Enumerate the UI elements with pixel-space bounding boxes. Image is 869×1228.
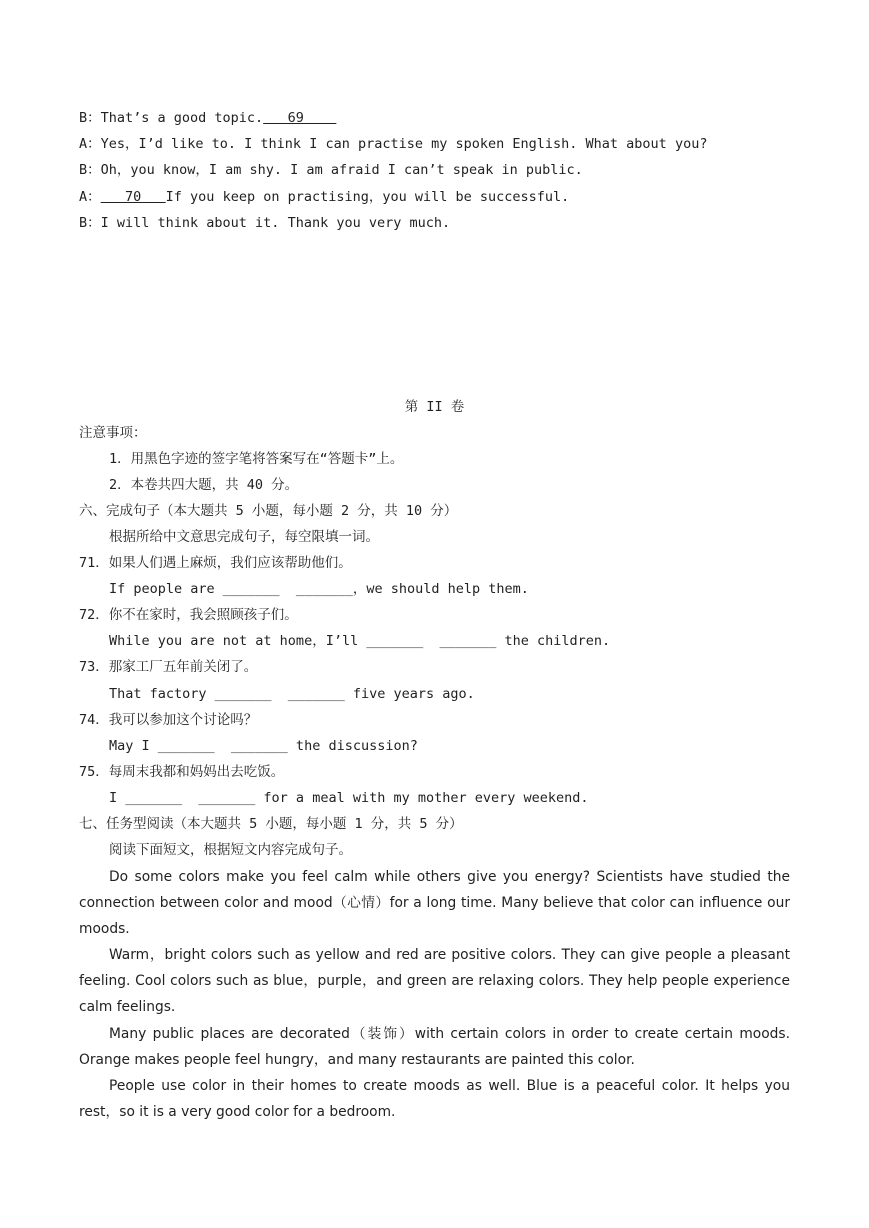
part6-instruction: 根据所给中文意思完成句子，每空限填一词。: [109, 529, 379, 545]
question-prompt-73: 73．那家工厂五年前关闭了。: [79, 659, 258, 675]
dialogue-line: [79, 135, 707, 153]
reading-paragraph: Do some colors make you feel calm while others give you energy? Scientists have studied the connection between color and mood（心情）for a long time. Many believe that color can influence our moods.: [79, 869, 790, 937]
answer-blank-70: 70: [100, 189, 166, 205]
question-prompt-71: 71．如果人们遇上麻烦，我们应该帮助他们。: [79, 555, 352, 571]
notice-heading: 注意事项：: [79, 425, 147, 441]
question-prompt-75: 75．每周末我都和妈妈出去吃饭。: [79, 764, 285, 780]
dialogue-text: B：I will think about it. Thank you very much.: [79, 215, 451, 231]
notice-item: 1．用黑色字迹的签字笔将答案写在“答题卡”上。: [109, 451, 404, 467]
dialogue-text: B：That’s a good topic.: [79, 110, 264, 126]
dialogue-line: [79, 161, 583, 179]
question-sentence-75: I _______ _______ for a meal with my mother every weekend.: [109, 790, 589, 806]
question-prompt-72: 72．你不在家时，我会照顾孩子们。: [79, 607, 298, 623]
notice-item: 2．本卷共四大题，共 40 分。: [109, 477, 299, 493]
question-sentence-73: That factory _______ _______ five years ago.: [109, 686, 475, 702]
question-sentence-74: May I _______ _______ the discussion?: [109, 738, 418, 754]
dialogue-text: If you keep on practising，you will be successful.: [165, 189, 570, 205]
dialogue-text: B：Oh，you know，I am shy. I am afraid I can’t speak in public.: [79, 162, 583, 178]
dialogue-text: A：: [79, 189, 101, 205]
part7-instruction: 阅读下面短文，根据短文内容完成句子。: [109, 842, 352, 858]
reading-paragraph: People use color in their homes to create moods as well. Blue is a peaceful color. It helps you rest，so it is a very good color for a bedroom.: [79, 1078, 790, 1120]
dialogue-line: [79, 214, 450, 232]
dialogue-text: A：Yes，I’d like to. I think I can practise my spoken English. What about you?: [79, 136, 708, 152]
question-prompt-74: 74．我可以参加这个讨论吗？: [79, 712, 258, 728]
question-sentence-72: While you are not at home，I’ll _______ _______ the children.: [109, 633, 611, 649]
dialogue-line: [79, 109, 336, 127]
part7-heading: 七、任务型阅读（本大题共 5 小题，每小题 1 分，共 5 分）: [79, 816, 463, 832]
reading-paragraph: Many public places are decorated（装饰）with certain colors in order to create certain moods. Orange makes people feel hungry，and many restaurants are painted this color.: [79, 1026, 790, 1068]
reading-paragraph: Warm，bright colors such as yellow and red are positive colors. They can give people a pleasant feeling. Cool colors such as blue，purple，and green are relaxing colors. They help people experience calm feelings.: [79, 947, 790, 1015]
part6-heading: 六、完成句子（本大题共 5 小题，每小题 2 分，共 10 分）: [79, 503, 458, 519]
dialogue-line: [79, 188, 569, 206]
question-sentence-71: If people are _______ _______，we should help them.: [109, 581, 529, 597]
section-title: 第 II 卷: [404, 399, 465, 415]
answer-blank-69: 69: [263, 110, 337, 126]
